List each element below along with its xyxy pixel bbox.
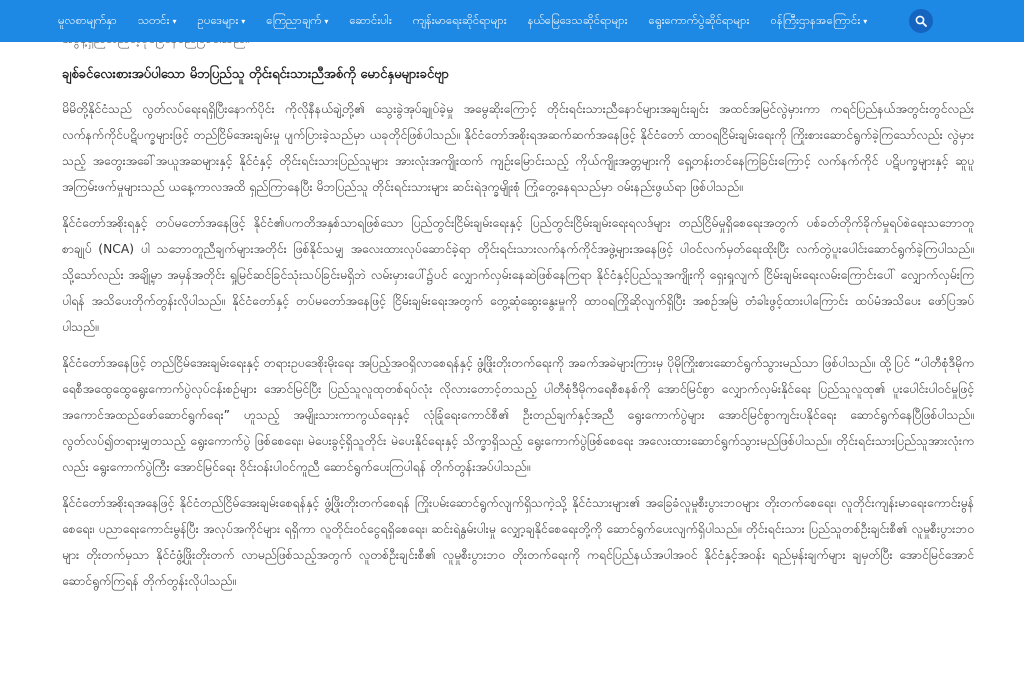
article-paragraph-4: နိုင်ငံတော်အစိုးရအနေဖြင့် နိုင်ငံတည်ငြိမ်အေးချမ်းစေရန်နှင့် ဖွံ့ဖြိုးတိုးတက်စေရန် ကြိုးပမ်းဆောင်ရွက်လျက်ရှိသကဲ့သို့ နိုင်ငံသားများ၏ အခြေခံလူမှုစီးပွားဘဝများ တိုးတက်စေရေး၊ လူတိုင်းကျန်းမာရေးကောင်းမွန်စေရေး၊ ပညာရေးကောင်းမွန်ပြီး အလုပ်အကိုင်များ ရရှိကာ လူတိုင်းဝင်ငွေရရှိစေရေး၊ ဆင်းရဲနွမ်းပါးမှု လျှော့ချနိုင်စေရေးတို့ကို ဆောင်ရွက်ပေးလျက်ရှိပါသည်။ တိုင်းရင်းသား ပြည်သူတစ်ဦးချင်းစီ၏ လူမှုစီးပွားဘဝများ တိုးတက်မှသာ နိုင်ငံဖွံ့ဖြိုးတိုးတက် လာမည်ဖြစ်သည့်အတွက် လူတစ်ဦးချင်းစီ၏ လူမှုစီးပွားဘဝ တိုးတက်ရေးကို ကရင်ပြည်နယ်အပါအဝင် နိုင်ငံနှင့်အဝန်း ရည်မှန်းချက်များ ချမှတ်ပြီး အောင်မြင်အောင် ဆောင်ရွက်ကြရန် တိုက်တွန်းလိုပါသည်။ xyxy=(62,496,974,588)
nav-item-articles[interactable] xyxy=(349,13,391,30)
search-icon xyxy=(915,15,927,27)
nav-item-elections[interactable] xyxy=(649,13,750,30)
nav-item-label: ဆောင်းပါး xyxy=(349,12,392,27)
chevron-down-icon: ▾ xyxy=(324,16,329,26)
nav-item-news[interactable] xyxy=(138,13,177,30)
nav-item-label: ကြေညာချက် xyxy=(266,12,322,27)
chevron-down-icon: ▾ xyxy=(241,16,246,26)
nav-item-laws[interactable] xyxy=(198,13,246,30)
top-navbar xyxy=(0,0,1024,42)
nav-item-label: မူလစာမျက်နှာ xyxy=(58,12,117,27)
chevron-down-icon: ▾ xyxy=(172,16,177,26)
nav-menu xyxy=(0,13,888,30)
nav-item-regions[interactable] xyxy=(528,13,628,30)
nav-item-label: နယ်မြေဒေသဆိုင်ရာများ xyxy=(527,12,628,27)
search-button[interactable] xyxy=(909,9,933,33)
nav-item-health[interactable] xyxy=(413,13,507,30)
nav-item-announcements[interactable] xyxy=(266,13,328,30)
article-paragraph-3: နိုင်ငံတော်အနေဖြင့် တည်ငြိမ်အေးချမ်းရေးနှင့် တရားဥပဒေစိုးမိုးရေး အပြည့်အဝရှိလာစေရန်နှင့် ဖွံ့ဖြိုးတိုးတက်ရေးကို အခက်အခဲများကြားမှ ပိုမိုကြိုးစားဆောင်ရွက်သွားမည်သာ ဖြစ်ပါသည်။ ထို့ပြင် “ပါတီစုံဒီမိုကရေစီအထွေထွေရွေးကောက်ပွဲလုပ်ငန်းစဉ်များ အောင်မြင်ပြီး ပြည်သူလူထုတစ်ရပ်လုံး လိုလားတောင့်တသည့် ပါတီစုံဒီမိုကရေစီစနစ်ကို အောင်မြင်စွာ လျှောက်လှမ်းနိုင်ရေး ပြည်သူလူထု၏ ပူးပေါင်းပါဝင်မှုဖြင့် အကောင်အထည်ဖော်ဆောင်ရွက်ရေး” ဟူသည့် အမျိုးသားကာကွယ်ရေးနှင့် လုံခြုံရေးကောင်စီ၏ ဦးတည်ချက်နှင့်အညီ ရွေးကောက်ပွဲများ အောင်မြင်စွာကျင်းပနိုင်ရေး ဆောင်ရွက်နေပြီဖြစ်ပါသည်။ လွတ်လပ်၍တရားမျှတသည့် ရွေးကောက်ပွဲ ဖြစ်စေရေး၊ မဲပေးခွင့်ရှိသူတိုင်း မဲပေးနိုင်ရေးနှင့် သိက္ခာရှိသည့် ရွေးကောက်ပွဲဖြစ်စေရေး အလေးထားဆောင်ရွက်သွားမည်ဖြစ်ပါသည်။ တိုင်းရင်းသားပြည်သူအားလုံးကလည်း ရွေးကောက်ပွဲကြီး အောင်မြင်ရေး ဝိုင်းဝန်းပါဝင်ကူညီ ဆောင်ရွက်ပေးကြပါရန် တိုက်တွန်းအပ်ပါသည်။ xyxy=(62,356,974,474)
nav-item-label: ရွေးကောက်ပွဲဆိုင်ရာများ xyxy=(648,12,750,27)
nav-item-about-ministry[interactable] xyxy=(770,13,867,30)
article-paragraph-1: မိမိတို့နိုင်ငံသည် လွတ်လပ်ရေးရရှိပြီးနောက်ပိုင်း ကိုလိုနီနယ်ချဲ့တို့၏ သွေးခွဲအုပ်ချုပ်ခဲ့မှု အမွေဆိုးကြောင့် တိုင်းရင်းသားညီနောင်များအချင်းချင်း အထင်အမြင်လွဲမှားကာ ကရင်ပြည်နယ်အတွင်းတွင်လည်း လက်နက်ကိုင်ပဋိပက္ခများဖြင့် တည်ငြိမ်အေးချမ်းမှု ပျက်ပြားခဲ့သည်မှာ ယခုတိုင်ဖြစ်ပါသည်။ နိုင်ငံတော်အစိုးရအဆက်ဆက်အနေဖြင့် နိုင်ငံတော် ထာဝရငြိမ်းချမ်းရေးကို ကြိုးစားဆောင်ရွက်ခဲ့ကြသော်လည်း လွဲမှားသည့် အတွေးအခေါ်အယူအဆများနှင့် နိုင်ငံနှင့် တိုင်းရင်းသားပြည်သူများ အားလုံးအကျိုးထက် ကျဉ်းမြောင်းသည့် ကိုယ်ကျိုးအတ္တများကို ရှေ့တန်းတင်နေကြခြင်းကြောင့် လက်နက်ကိုင် ပဋိပက္ခများနှင့် ဆူပူအကြမ်းဖက်မှုများသည် ယနေ့ကာလအထိ ရှည်ကြာနေပြီး မိဘပြည်သူ တိုင်းရင်းသားများ ဆင်းရဲဒုက္ခမျိုးစုံ ကြုံတွေ့နေရသည်မှာ ဝမ်းနည်းဖွယ်ရာ ဖြစ်ပါသည်။ xyxy=(62,102,974,194)
nav-item-home[interactable] xyxy=(58,13,117,30)
chevron-down-icon: ▾ xyxy=(863,16,868,26)
article-paragraph-2: နိုင်ငံတော်အစိုးရနှင့် တပ်မတော်အနေဖြင့် နိုင်ငံ၏ပကတိအနှစ်သာရဖြစ်သော ပြည်တွင်းငြိမ်းချမ်းရေးနှင့် ပြည်တွင်းငြိမ်းချမ်းရေးရလဒ်များ တည်ငြိမ်မှုရှိစေရေးအတွက် ပစ်ခတ်တိုက်ခိုက်မှုရပ်စဲရေးသဘောတူစာချုပ် (NCA) ပါ သဘောတူညီချက်များအတိုင်း ဖြစ်နိုင်သမျှ အလေးထားလုပ်ဆောင်ခဲ့ရာ တိုင်းရင်းသားလက်နက်ကိုင်အဖွဲ့များအနေဖြင့် ပါဝင်လက်မှတ်ရေးထိုးပြီး လက်တွဲပူးပေါင်းဆောင်ရွက်ခဲ့ကြပါသည်။ သို့သော်လည်း အချို့မှာ အမှန်အတိုင်း ရှုမြင်ဆင်ခြင်သုံးသပ်ခြင်းမရှိဘဲ လမ်းမှားပေါ်၌ပင် လျှောက်လှမ်းနေဆဲဖြစ်နေကြရာ နိုင်ငံနှင့်ပြည်သူအကျိုးကို ရှေးရှုလျက် ငြိမ်းချမ်းရေးလမ်းကြောင်းပေါ် လျှောက်လှမ်းကြပါရန် အသိပေးတိုက်တွန်းလိုပါသည်။ နိုင်ငံတော်နှင့် တပ်မတော်အနေဖြင့် ငြိမ်းချမ်းရေးအတွက် တွေ့ဆုံဆွေးနွေးမှုကို ထာဝရကြိုဆိုလျက်ရှိပြီး အစဉ်အမြဲ တံခါးဖွင့်ထားပါကြောင်း ထပ်မံအသိပေး ဖော်ပြအပ်ပါသည်။ xyxy=(62,216,974,334)
nav-item-label: ဝန်ကြီးဌာနအကြောင်း xyxy=(770,12,861,27)
nav-item-label: သတင်း xyxy=(137,12,170,27)
nav-item-label: ကျန်းမာရေးဆိုင်ရာများ xyxy=(412,12,507,27)
article-heading: ချစ်ခင်လေးစားအပ်ပါသော မိဘပြည်သူ တိုင်းရင်းသားညီအစ်ကို မောင်နှမများခင်ဗျာ xyxy=(62,67,449,82)
article-body xyxy=(62,26,974,604)
nav-item-label: ဥပဒေများ xyxy=(197,12,239,27)
